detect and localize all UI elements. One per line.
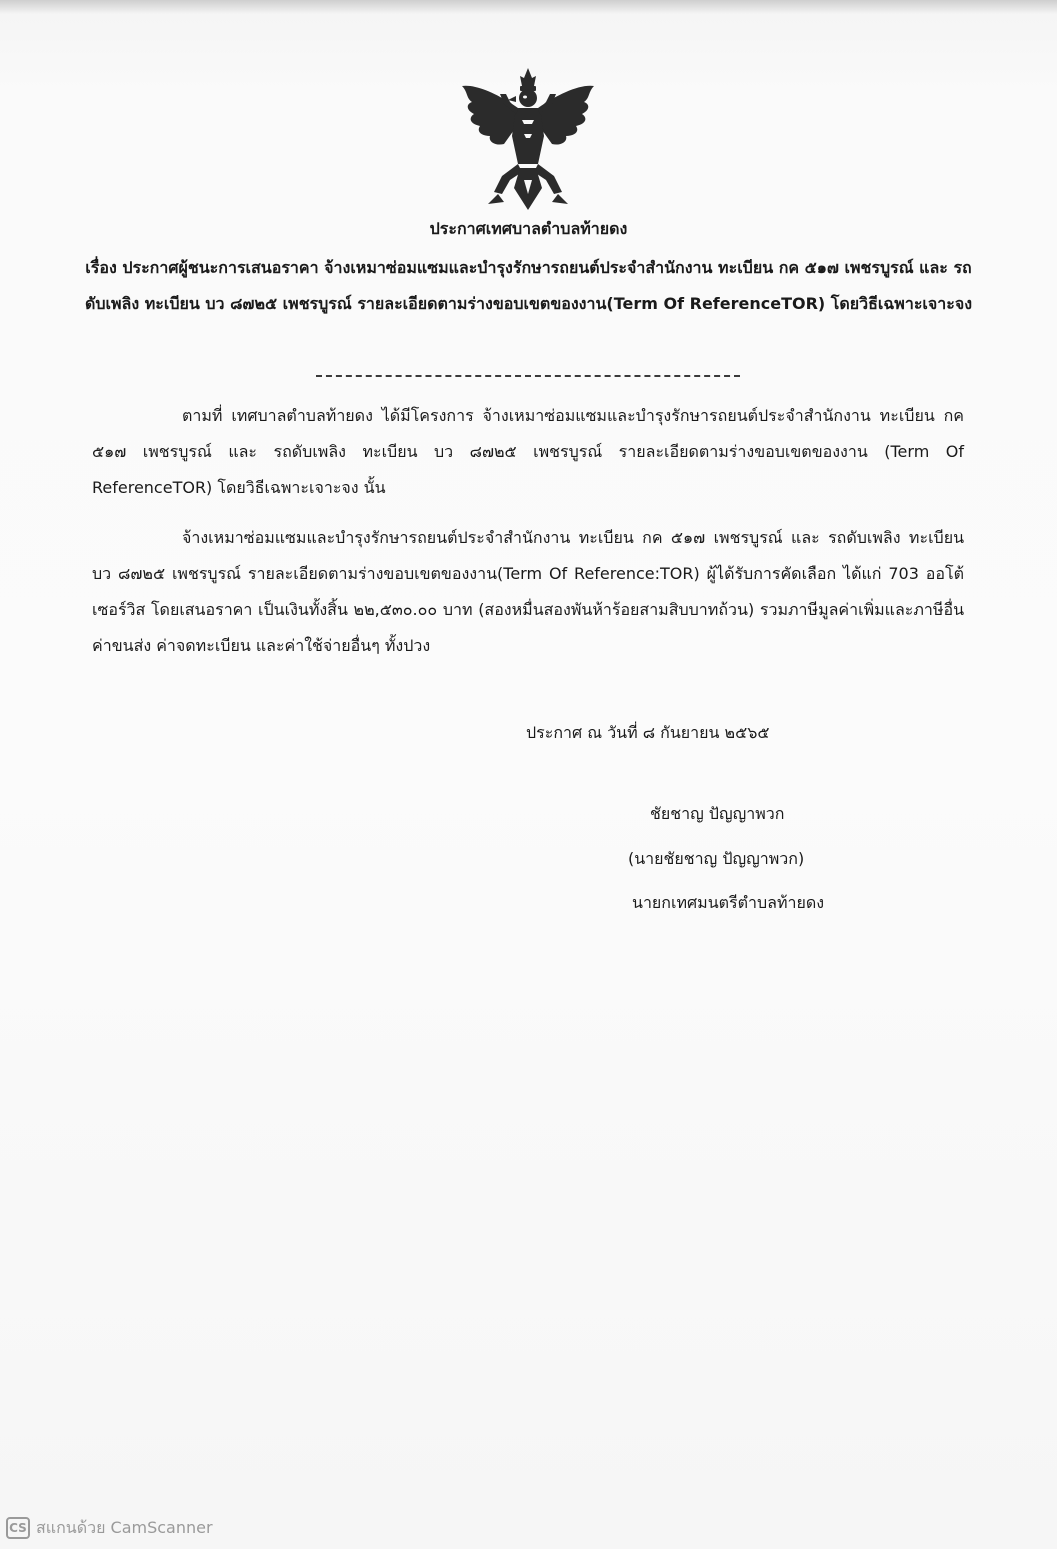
camscanner-logo-icon: CS bbox=[6, 1517, 30, 1539]
announcement-subject: เรื่อง ประกาศผู้ชนะการเสนอราคา จ้างเหมาซ่อมแซมและบำรุงรักษารถยนต์ประจำสำนักงาน ทะเบียน กค ๕๑๗ เพชรบูรณ์ และ รถดับเพลิง ทะเบียน บว ๘๗๒๕ เพชรบูรณ์ รายละเอียดตามร่างขอบเขตของงาน(Term Of ReferenceTOR) โดยวิธีเฉพาะเจาะจง bbox=[84, 258, 973, 313]
body-paragraph-1: ตามที่ เทศบาลตำบลท้ายดง ได้มีโครงการ จ้างเหมาซ่อมแซมและบำรุงรักษารถยนต์ประจำสำนักงาน ทะเบียน กค ๕๑๗ เพชรบูรณ์ และ รถดับเพลิง ทะเบียน บว ๘๗๒๕ เพชรบูรณ์ รายละเอียดตามร่างขอบเขตของงาน (Term Of ReferenceTOR) โดยวิธีเฉพาะเจาะจง นั้น bbox=[92, 406, 964, 497]
dashed-divider bbox=[316, 375, 740, 377]
garuda-emblem-icon bbox=[458, 64, 598, 214]
body-paragraph-2: จ้างเหมาซ่อมแซมและบำรุงรักษารถยนต์ประจำสำนักงาน ทะเบียน กค ๕๑๗ เพชรบูรณ์ และ รถดับเพลิง ทะเบียน บว ๘๗๒๕ เพชรบูรณ์ รายละเอียดตามร่างขอบเขตของงาน(Term Of Reference:TOR) ผู้ได้รับการคัดเลือก ได้แก่ 703 ออโต้เซอร์วิส โดยเสนอราคา เป็นเงินทั้งสิ้น ๒๒,๕๓๐.๐๐ บาท (สองหมื่นสองพันห้าร้อยสามสิบบาทถ้วน) รวมภาษีมูลค่าเพิ่มและภาษีอื่น ค่าขนส่ง ค่าจดทะเบียน และค่าใช้จ่ายอื่นๆ ทั้งปวง bbox=[92, 528, 964, 655]
announcement-title: ประกาศเทศบาลตำบลท้ายดง bbox=[429, 219, 628, 238]
camscanner-watermark bbox=[6, 1516, 213, 1540]
signatory-position: นายกเทศมนตรีตำบลท้ายดง bbox=[632, 893, 825, 912]
camscanner-text: สแกนด้วย CamScanner bbox=[36, 1517, 213, 1537]
announcement-date: ประกาศ ณ วันที่ ๘ กันยายน ๒๕๖๕ bbox=[526, 723, 770, 742]
signatory-printed-name: (นายชัยชาญ ปัญญาพวก) bbox=[628, 849, 805, 868]
signature-name: ชัยชาญ ปัญญาพวก bbox=[650, 804, 785, 823]
scan-edge-shadow bbox=[0, 0, 1057, 14]
